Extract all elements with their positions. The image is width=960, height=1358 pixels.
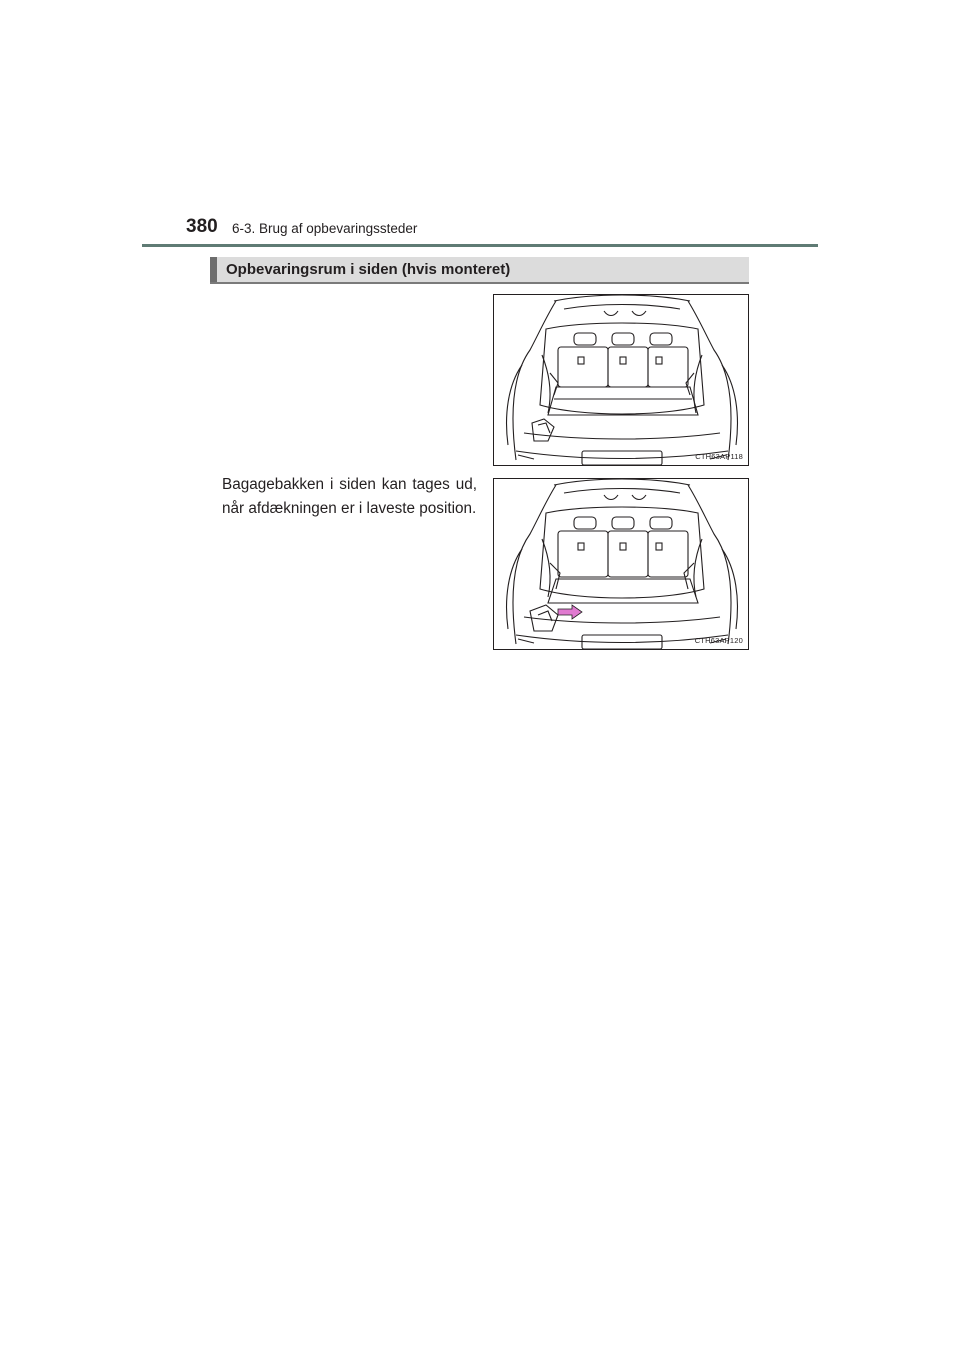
section-heading-title: Opbevaringsrum i siden (hvis monteret) [226,261,511,278]
figure-trunk-side-storage [493,294,749,466]
figure-code: CTH63AP120 [694,636,743,645]
figure-trunk-side-storage-removal [493,478,749,650]
section-heading-bar [210,257,749,284]
push-arrow-icon [558,605,582,619]
page-number: 380 [186,216,218,237]
figure-code: CTH63AP118 [695,452,743,461]
chapter-title: 6-3. Brug af opbevaringssteder [232,221,418,236]
section-heading-accent [210,257,217,282]
header-rule [142,244,818,247]
trunk-illustration-removal [494,479,749,650]
trunk-illustration [494,295,749,466]
body-paragraph: Bagagebakken i siden kan tages ud, når afdækningen er i laveste position. [222,476,477,517]
